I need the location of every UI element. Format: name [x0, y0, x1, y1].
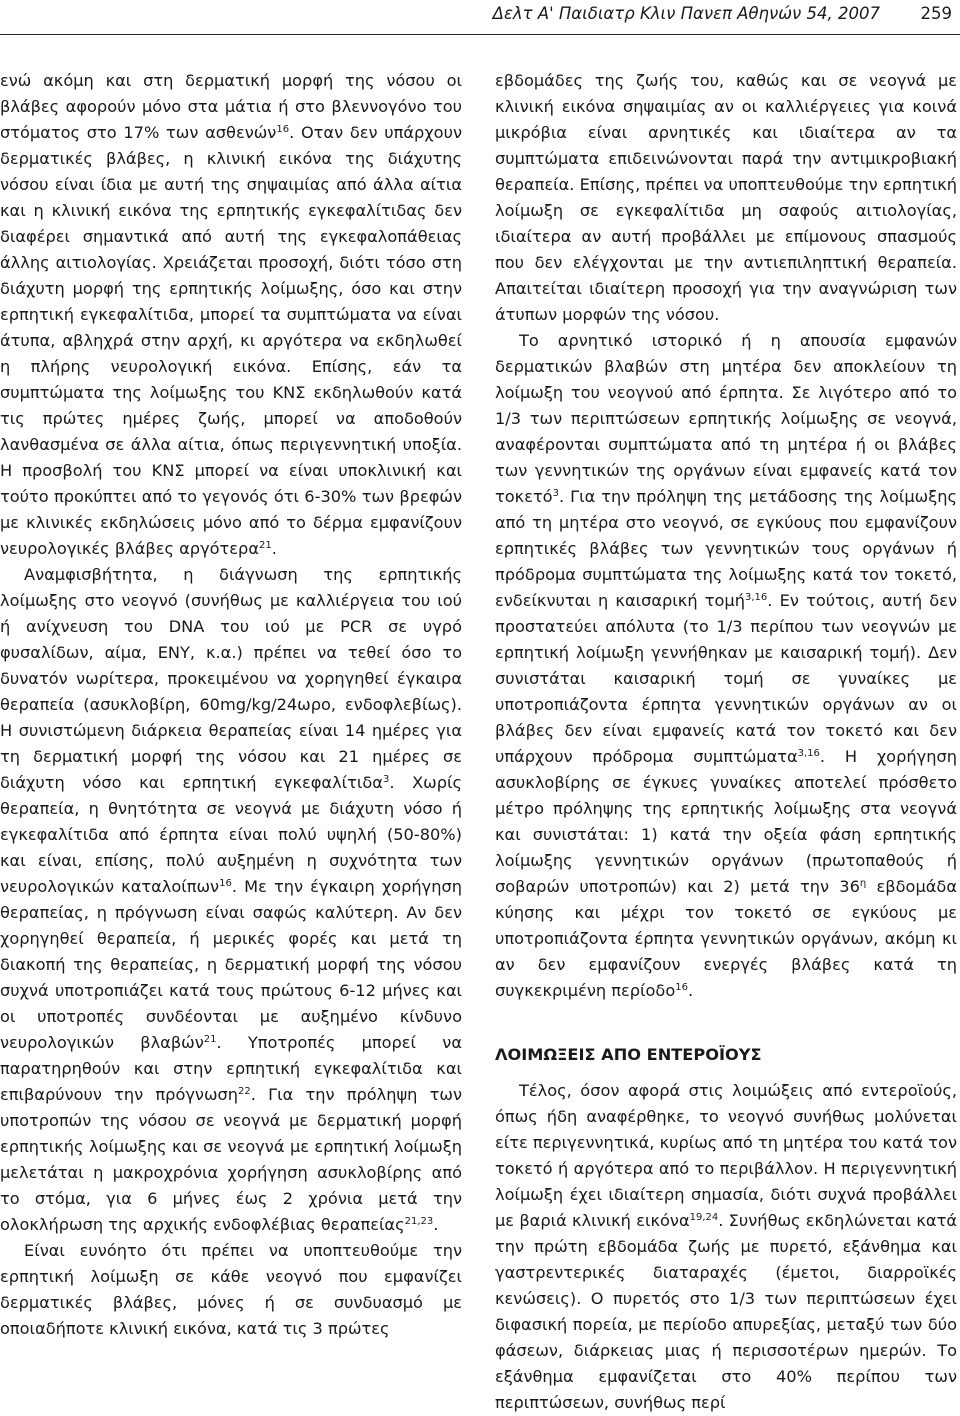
reference-superscript: 22	[238, 1086, 251, 1097]
journal-citation: Δελτ Α' Παιδιατρ Κλιν Πανεπ Αθηνών 54, 2007	[492, 4, 880, 23]
text-run: .	[433, 1215, 439, 1234]
text-run: . Με την έγκαιρη χορήγηση θεραπείας, η πρόγνωση είναι σαφώς καλύτερη. Αν δεν χορηγηθεί θεραπεία, ή μερικές φορές και μετά τη διακοπή της θεραπείας, η δερματική μορφή της νόσου συχνά υποτροπιάζει κατά τους πρώτους 6-12 μήνες και οι υποτροπές συνδέονται με αυξημένο κίνδυνο νευρολογικών βλαβών	[0, 877, 462, 1052]
paragraph	[495, 328, 957, 1004]
paragraph	[0, 562, 462, 1238]
section-heading: ΛΟΙΜΩΞΕΙΣ ΑΠΟ ΕΝΤΕΡΟΪΟΥΣ	[495, 1045, 762, 1064]
reference-superscript: 16	[675, 982, 688, 993]
ordinal-superscript: η	[859, 878, 867, 889]
reference-superscript: 21	[259, 540, 272, 551]
reference-superscript: 19,24	[689, 1212, 719, 1223]
paragraph	[495, 1078, 957, 1416]
text-run: . Για την πρόληψη των υποτροπών της νόσου σε νεογνά με δερματική μορφή ερπητικής λοίμωξης και σε νεογνά με ερπητική λοίμωξη μελετάται η μακροχρόνια χορήγηση ασυκλοβίρης από το στόμα, για 6 μήνες έως 2 χρόνια μετά την ολοκλήρωση της αρχικής ενδοφλέβιας θεραπείας	[0, 1085, 462, 1234]
paragraph	[495, 68, 957, 328]
text-run: . Χωρίς θεραπεία, η θνητότητα σε νεογνά με διάχυτη νόσο ή εγκεφαλίτιδα από έρπητα είναι πολύ υψηλή (50-80%) και είναι, επίσης, πολύ αυξημένη η συχνότητα των νευρολογικών καταλοίπων	[0, 773, 462, 896]
page-number: 259	[920, 4, 952, 23]
text-run: Το αρνητικό ιστορικό ή η απουσία εμφανών δερματικών βλαβών στη μητέρα δεν αποκλείουν τη λοίμωξη του νεογνού από έρπητα. Σε λιγότερο από το 1/3 των περιπτώσεων ερπητικής λοίμωξης σε νεογνά, αναφέρονται συμπτώματα από τη μητέρα ή οι βλάβες των γεννητικών της οργάνων είναι εμφανείς κατά τον τοκετό	[495, 331, 957, 506]
text-run: ενώ ακόμη και στη δερματική μορφή της νόσου οι βλάβες αφορούν μόνο στα μάτια ή στο βλεννογόνο του στόματος στο 17% των ασθενών	[0, 71, 462, 142]
text-run: . Συνήθως εκδηλώνεται κατά την πρώτη εβδομάδα ζωής με πυρετό, εξάνθημα και γαστρεντερικές διαταραχές (έμετοι, διαρροϊκές κενώσεις). Ο πυρετός στο 1/3 των περιπτώσεων έχει διφασική πορεία, με περίοδο απυρεξίας, μεταξύ των δύο φάσεων, διάρκειας μιας ή περισσοτέρων ημερών. Το εξάνθημα εμφανίζεται στο 40% περίπου των περιπτώσεων, συνήθως περί	[495, 1211, 957, 1412]
text-run: Είναι ευνόητο ότι πρέπει να υποπτευθούμε την ερπητική λοίμωξη σε κάθε νεογνό που εμφανίζει δερματικές βλάβες, μόνες ή σε συνδυασμό με οποιαδήποτε κλινική εικόνα, κατά τις 3 πρώτες	[0, 1241, 462, 1338]
reference-superscript: 21,23	[404, 1216, 434, 1227]
paragraph	[0, 68, 462, 562]
text-run: . Η χορήγηση ασυκλοβίρης σε έγκυες γυναίκες αποτελεί πρόσθετο μέτρο πρόληψης της ερπητικής λοίμωξης στα νεογνά και συνιστάται: 1) κατά την οξεία φάση ερπητικής λοίμωξης γεννητικών οργάνων (πρωτοπαθούς ή σοβαρών υποτροπών) και 2) μετά την 36	[495, 747, 957, 896]
running-header	[0, 0, 960, 40]
paragraph	[0, 1238, 462, 1342]
text-run: .	[271, 539, 277, 558]
text-run: Τέλος, όσον αφορά στις λοιμώξεις από εντεροϊούς, όπως ήδη αναφέρθηκε, το νεογνό συνήθως μολύνεται είτε περιγεννητικά, κυρίως από τη μητέρα του κατά τον τοκετό ή αργότερα από το περιβάλλον. Η περιγεννητική λοίμωξη έχει ιδιαίτερη σημασία, διότι συχνά προβάλλει με βαριά κλινική εικόνα	[495, 1081, 957, 1230]
reference-superscript: 21	[203, 1034, 217, 1045]
left-column	[0, 68, 462, 1342]
text-run: . Για την πρόληψη της μετάδοσης της λοίμωξης από τη μητέρα στο νεογνό, σε εγκύους που εμφανίζουν ερπητικές βλάβες των γεννητικών τους οργάνων ή πρόδρομα συμπτώματα της λοίμωξης κατά τον τοκετό, ενδείκνυται η καισαρική τομή	[495, 487, 957, 610]
right-column	[495, 68, 957, 1416]
reference-superscript: 16	[276, 124, 290, 135]
reference-superscript: 16	[219, 878, 232, 889]
text-run: .	[687, 981, 694, 1000]
reference-superscript: 3	[382, 774, 390, 785]
text-run: . Υποτροπές μπορεί να παρατηρηθούν και στην ερπητική εγκεφαλίτιδα και επιβαρύνουν την πρόγνωση	[0, 1033, 462, 1104]
text-run: Αναμφισβήτητα, η διάγνωση της ερπητικής λοίμωξης στο νεογνό (συνήθως με καλλιέργεια του ιού ή ανίχνευση του DNA του ιού με PCR σε υγρό φυσαλίδων, αίμα, ΕΝΥ, κ.α.) πρέπει να τεθεί όσο το δυνατόν νωρίτερα, προκειμένου να χορηγηθεί έγκαιρα θεραπεία (ασυκλοβίρη, 60mg/kg/24ωρο, ενδοφλεβίως). Η συνιστώμενη διάρκεια θεραπείας είναι 14 ημέρες για τη δερματική μορφή της νόσου και 21 ημέρες σε διάχυτη νόσο και ερπητική εγκεφαλίτιδα	[0, 565, 462, 792]
reference-superscript: 3,16	[745, 592, 768, 603]
text-run: . Εν τούτοις, αυτή δεν προστατεύει απόλυτα (το 1/3 περίπου των νεογνών με ερπητική λοίμωξη γεννήθηκαν με καισαρική τομή). Δεν συνιστάται καισαρική τομή σε γυναίκες με υποτροπιάζοντα έρπητα γεννητικών οργάνων αν οι βλάβες δεν είναι εμφανείς κατά τον τοκετό και δεν υπάρχουν πρόδρομα συμπτώματα	[495, 591, 957, 766]
reference-superscript: 3	[552, 488, 559, 499]
text-run: . Οταν δεν υπάρχουν δερματικές βλάβες, η κλινική εικόνα της διάχυτης νόσου είναι ίδια με αυτή της σηψαιμίας από άλλα αίτια και η κλινική εικόνα της ερπητικής εγκεφαλίτιδας δεν διαφέρει σημαντικά από αυτή της εγκεφαλοπάθειας άλλης αιτιολογίας. Χρειάζεται προσοχή, διότι τόσο στη διάχυτη μορφή της ερπητικής λοίμωξης, όσο και στην ερπητική εγκεφαλίτιδα, μπορεί τα συμπτώματα να είναι άτυπα, αβληχρά στην αρχή, κι αργότερα να εκδηλωθεί η πλήρης νευρολογική εικόνα. Επίσης, εάν τα συμπτώματα της λοίμωξης του ΚΝΣ εκδηλωθούν κατά τις πρώτες ημέρες ζωής, μπορεί να αποδοθούν λανθασμένα σε άλλα αίτια, όπως περιγεννητική υποξία. Η προσβολή του ΚΝΣ μπορεί να είναι υποκλινική και τούτο προκύπτει από το γεγονός ότι 6-30% των βρεφών με κλινικές εκδηλώσεις μόνο από το δέρμα εμφανίζουν νευρολογικές βλάβες αργότερα	[0, 123, 462, 558]
reference-superscript: 3,16	[797, 748, 820, 759]
text-run: εβδομάδα κύησης και μέχρι τον τοκετό σε εγκύους με υποτροπιάζοντα έρπητα γεννητικών οργάνων, ακόμη κι αν δεν εμφανίζουν ενεργές βλάβες κατά τη συγκεκριμένη περίοδο	[495, 877, 957, 1000]
text-run: εβδομάδες της ζωής του, καθώς και σε νεογνά με κλινική εικόνα σηψαιμίας αν οι καλλιέργειες για κοινά μικρόβια είναι αρνητικές και ιδιαίτερα αν τα συμπτώματα επιδεινώνονται παρά την αντιμικροβιακή θεραπεία. Επίσης, πρέπει να υποπτευθούμε την ερπητική λοίμωξη σε εγκεφαλίτιδα μη σαφούς αιτιολογίας, ιδιαίτερα αν αυτή προβάλλει με επίμονους σπασμούς που δεν ελέγχονται με την αντιεπιληπτική θεραπεία. Απαιτείται ιδιαίτερη προσοχή για την αναγνώριση των άτυπων μορφών της νόσου.	[495, 71, 957, 324]
header-rule	[0, 34, 960, 35]
